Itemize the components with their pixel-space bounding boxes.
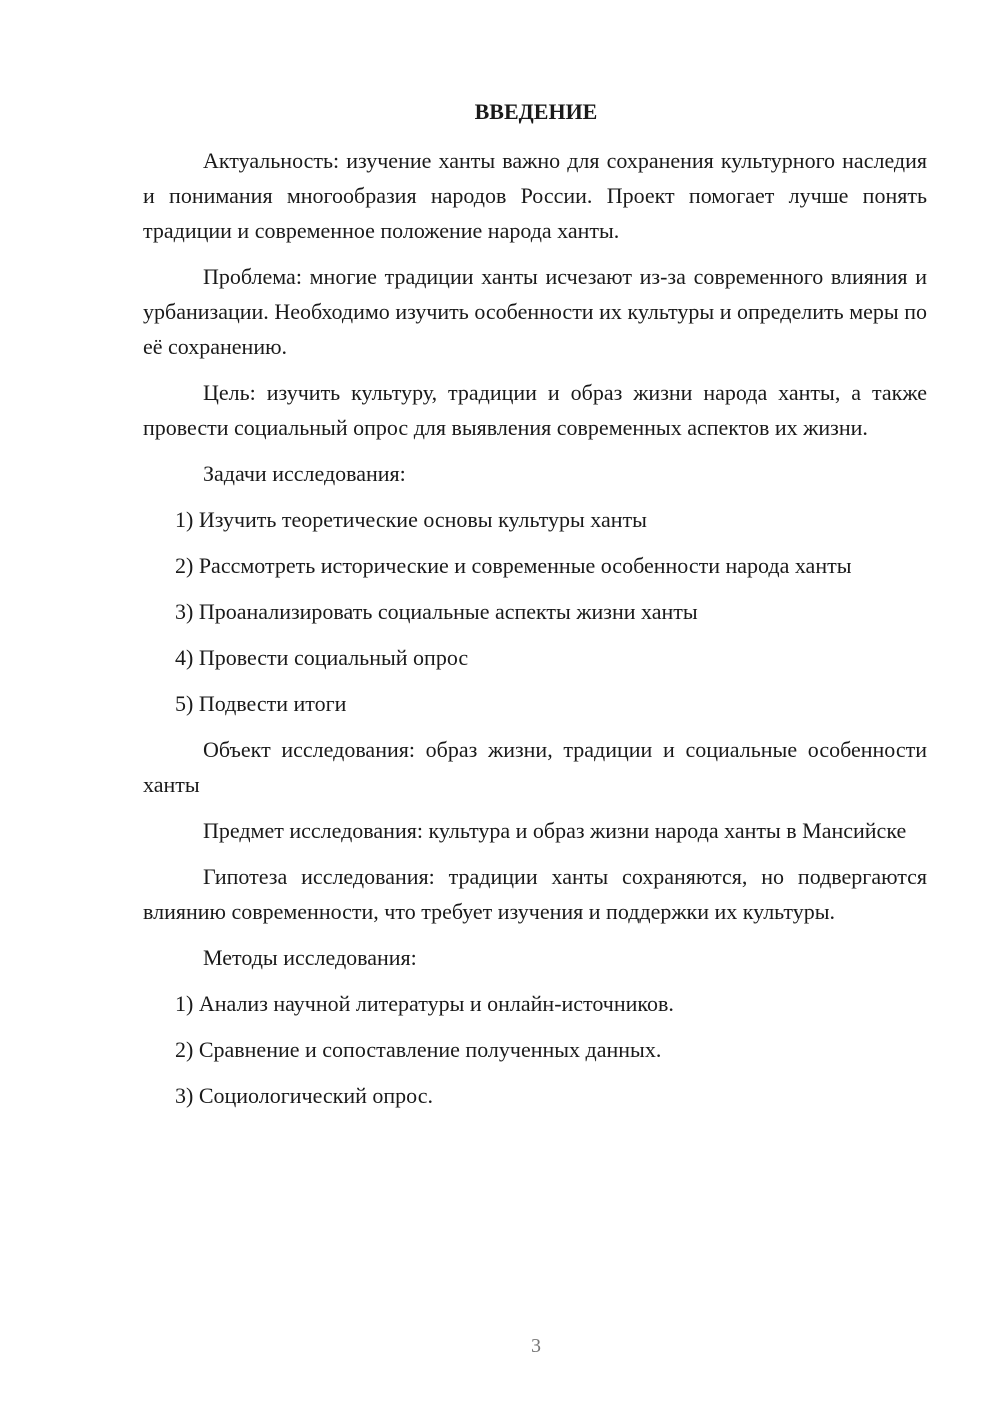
task-item: 2) Рассмотреть исторические и современные особенности народа ханты bbox=[175, 553, 852, 578]
methods-title: Методы исследования: bbox=[203, 945, 417, 970]
method-item: 3) Социологический опрос. bbox=[175, 1083, 433, 1108]
object-paragraph: Объект исследования: образ жизни, традиции и социальные особенности ханты bbox=[143, 737, 927, 797]
method-item: 1) Анализ научной литературы и онлайн-источников. bbox=[175, 991, 674, 1016]
task-item: 3) Проанализировать социальные аспекты жизни ханты bbox=[175, 599, 698, 624]
task-item: 1) Изучить теоретические основы культуры ханты bbox=[175, 507, 647, 532]
hypothesis-paragraph: Гипотеза исследования: традиции ханты сохраняются, но подвергаются влиянию современности, что требует изучения и поддержки их культуры. bbox=[143, 864, 927, 924]
goal-paragraph: Цель: изучить культуру, традиции и образ жизни народа ханты, а также провести социальный опрос для выявления современных аспектов их жизни. bbox=[143, 380, 927, 440]
section-heading: ВВЕДЕНИЕ bbox=[474, 99, 598, 124]
subject-paragraph: Предмет исследования: культура и образ жизни народа ханты в Мансийске bbox=[203, 818, 907, 843]
method-item: 2) Сравнение и сопоставление полученных данных. bbox=[175, 1037, 662, 1062]
page-number: 3 bbox=[531, 1335, 541, 1357]
document-body bbox=[143, 143, 927, 1113]
tasks-title: Задачи исследования: bbox=[203, 461, 406, 486]
task-item: 4) Провести социальный опрос bbox=[175, 645, 469, 670]
task-item: 5) Подвести итоги bbox=[175, 691, 347, 716]
actuality-paragraph: Актуальность: изучение ханты важно для сохранения культурного наследия и понимания многообразия народов России. Проект помогает лучше понять традиции и современное положение народа ханты. bbox=[143, 148, 927, 243]
problem-paragraph: Проблема: многие традиции ханты исчезают из-за современного влияния и урбанизации. Необходимо изучить особенности их культуры и определить меры по её сохранению. bbox=[143, 264, 927, 359]
